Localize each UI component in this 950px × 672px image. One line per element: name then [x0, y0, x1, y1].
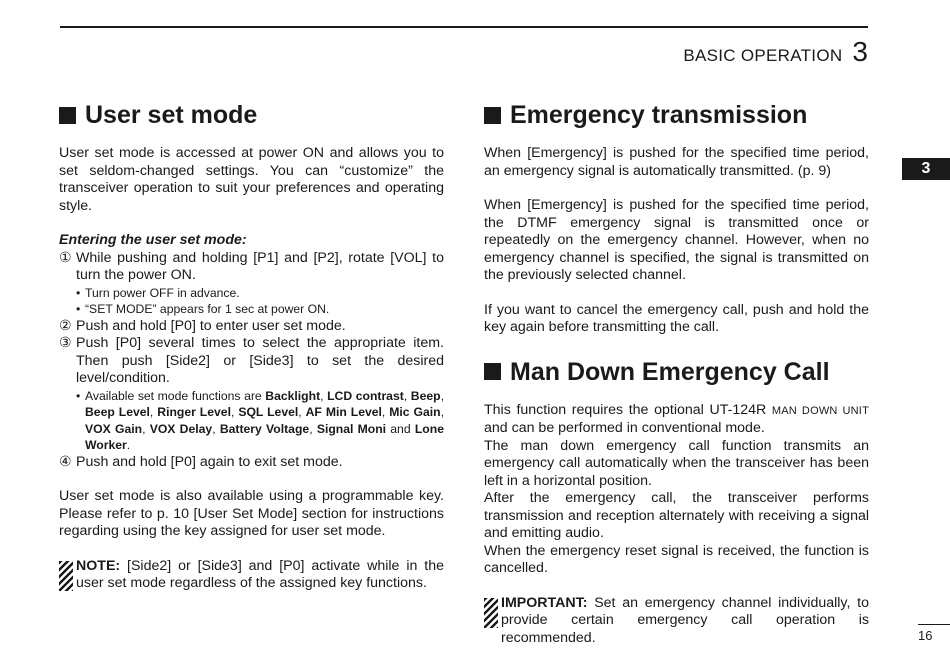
function-name: Beep — [410, 388, 441, 403]
bullet-item: • “SET MODE” appears for 1 sec at power ON. — [76, 302, 330, 316]
function-name: AF Min Level — [305, 405, 382, 419]
right-column — [484, 98, 869, 647]
page-header — [683, 36, 868, 68]
function-name: Backlight — [265, 388, 321, 403]
square-bullet-icon — [59, 107, 76, 124]
chapter-number: 3 — [852, 36, 868, 67]
man-down-p2: The man down emergency call function transmits an emergency call automatically when the transceiver has been left in a horizontal position. — [484, 437, 869, 489]
chapter-tab: 3 — [902, 158, 950, 180]
emergency-p3: If you want to cancel the emergency call, push and hold the key again before transmitting the call. — [484, 301, 869, 335]
man-down-p1: This function requires the optional UT-124R MAN DOWN UNIT and can be performed in conventional mode. — [484, 401, 869, 436]
note-label: NOTE: — [76, 557, 121, 574]
functions-list: Available set mode functions are Backlight, LCD contrast, Beep, Beep Level, Ringer Level, SQL Level, AF Min Level, Mic Gain, VOX Gain, VOX Delay, Battery Voltage, Signal Moni and Lone Worker. — [85, 388, 445, 452]
functions-bullet: • Available set mode functions are Backlight, LCD contrast, Beep, Beep Level, Ringer Level, SQL Level, AF Min Level, Mic Gain, VOX Gain, VOX Delay, Battery Voltage, Signal Moni and Lone Worker. — [76, 388, 445, 452]
square-bullet-icon — [484, 107, 501, 124]
user-set-intro: User set mode is accessed at power ON and allows you to set seldom-changed settings. You can “customize” the transceiver operation to suit your preferences and operating style. — [59, 145, 444, 214]
page-number-rule — [918, 624, 950, 625]
step-1: ① While pushing and holding [P1] and [P2], rotate [VOL] to turn the power ON. — [59, 249, 444, 283]
step-4: ④ Push and hold [P0] again to exit set mode. — [59, 453, 343, 470]
step-number-icon: ③ — [59, 335, 72, 351]
left-column — [59, 98, 444, 593]
function-name: Ringer Level — [157, 405, 231, 419]
function-name: VOX Delay — [149, 421, 213, 436]
step-number-icon: ④ — [59, 453, 72, 470]
man-down-p4: When the emergency reset signal is received, the function is cancelled. — [484, 542, 869, 576]
section-title: BASIC OPERATION — [683, 46, 843, 65]
step-number-icon: ① — [59, 249, 72, 266]
function-name: VOX Gain — [85, 421, 143, 436]
square-bullet-icon — [484, 363, 501, 380]
programmable-key-paragraph: User set mode is also available using a programmable key. Please refer to p. 10 [User Set Mode] section for instructions regarding using the key assigned for user set mode. — [59, 488, 444, 539]
important-box: IMPORTANT: Set an emergency channel individually, to provide certain emergency call operation is recommended. — [484, 595, 869, 648]
step-2: ② Push and hold [P0] to enter user set mode. — [59, 317, 346, 334]
page-number: 16 — [918, 628, 933, 643]
function-name: LCD contrast — [327, 388, 404, 403]
entering-subheading: Entering the user set mode: — [59, 232, 247, 248]
function-name: Lone Worker — [85, 421, 444, 452]
emergency-heading: Emergency transmission — [484, 98, 869, 132]
step-3: ③ Push [P0] several times to select the appropriate item. Then push [Side2] or [Side3] to set the desired level/condition. — [59, 335, 444, 386]
function-name: Beep Level — [85, 405, 150, 419]
user-set-mode-heading: User set mode — [59, 98, 444, 132]
emergency-p1: When [Emergency] is pushed for the specified time period, an emergency signal is automatically transmitted. (p. 9) — [484, 145, 869, 179]
man-down-heading: Man Down Emergency Call — [484, 355, 869, 389]
function-name: Signal Moni — [316, 421, 387, 436]
note-box: NOTE: [Side2] or [Side3] and [P0] activate while in the user set mode regardless of the assigned key functions. — [59, 558, 444, 593]
note-hatch-icon — [59, 561, 73, 591]
man-down-p3: After the emergency call, the transceiver performs transmission and reception alternately with receiving a signal and emitting audio. — [484, 490, 869, 541]
emergency-p2: When [Emergency] is pushed for the specified time period, the DTMF emergency signal is transmitted once or repeatedly on the emergency channel. However, when no emergency channel is specified, the signal is transmitted on the previously selected channel. — [484, 197, 869, 283]
function-name: SQL Level — [238, 405, 299, 419]
top-rule — [60, 26, 868, 28]
bullet-item: • Turn power OFF in advance. — [76, 285, 240, 300]
important-label: IMPORTANT: — [501, 594, 588, 611]
function-name: Battery Voltage — [219, 421, 310, 436]
step-number-icon: ② — [59, 317, 72, 334]
function-name: Mic Gain — [389, 405, 441, 419]
important-hatch-icon — [484, 598, 498, 628]
